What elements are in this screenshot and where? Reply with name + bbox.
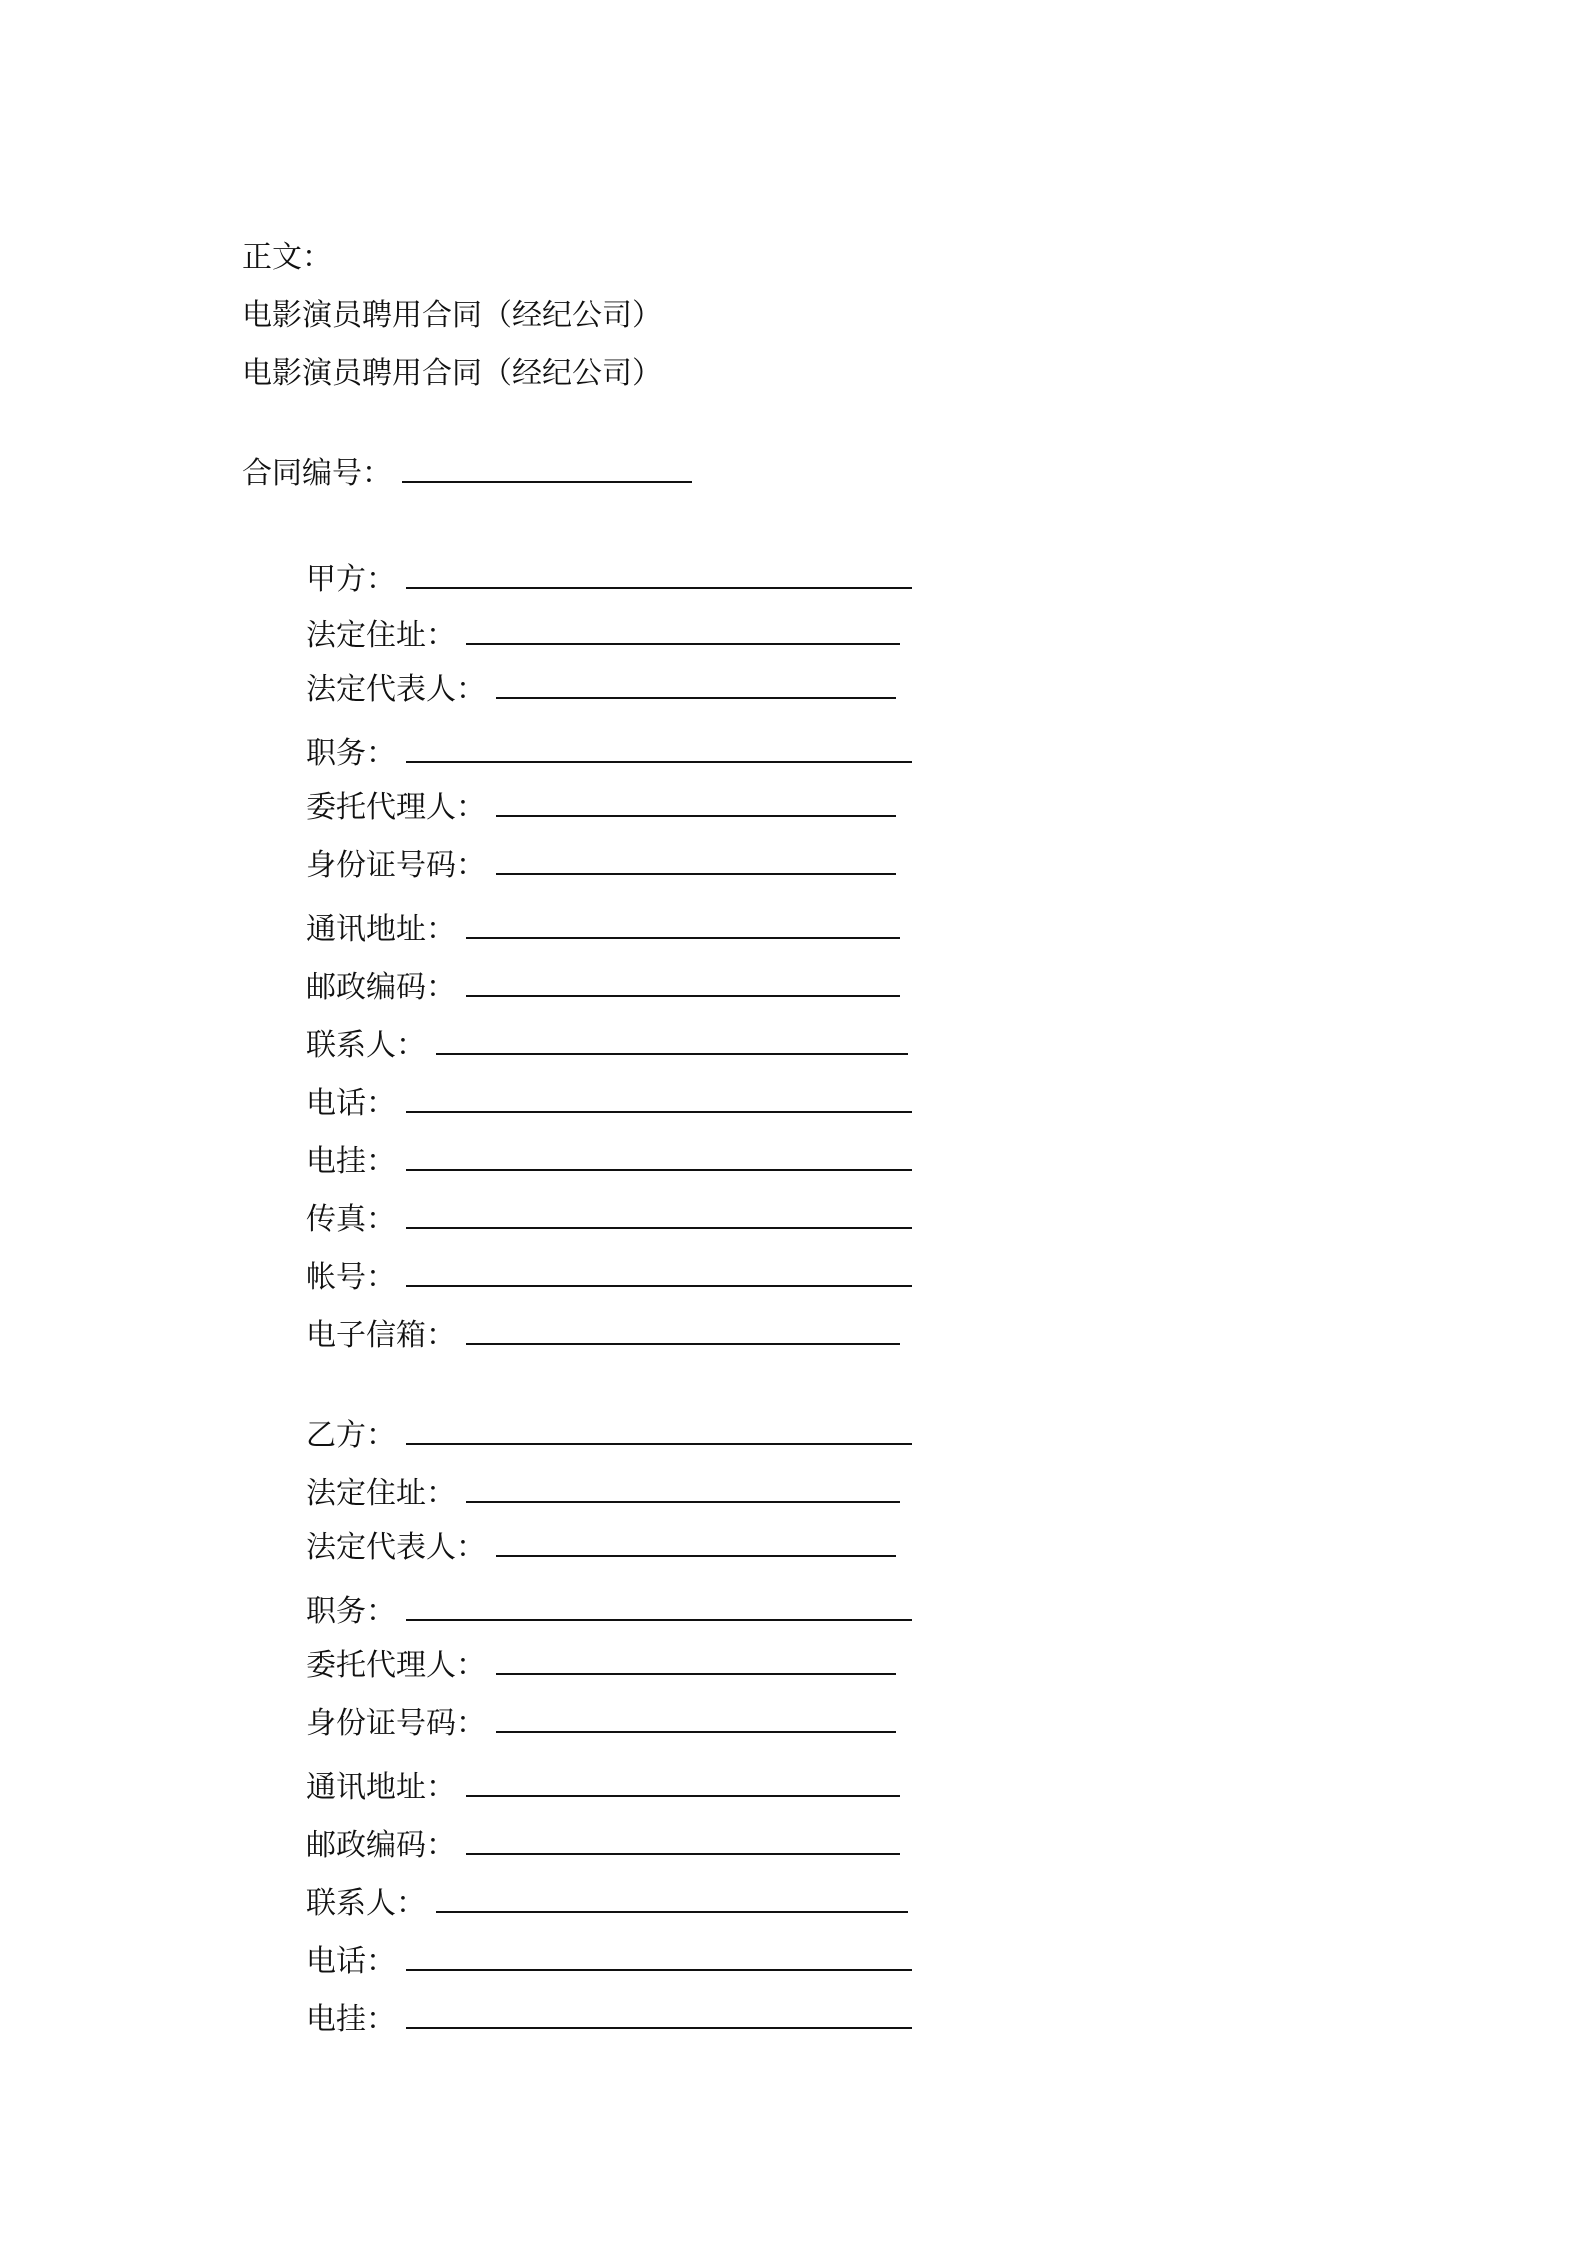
party-a-cable-blank[interactable] (406, 1143, 912, 1171)
party-b-cable-blank[interactable] (406, 2001, 912, 2029)
party-a-email-blank[interactable] (466, 1317, 900, 1345)
body-heading: 正文： (242, 240, 332, 275)
party-a-fax-field (306, 1200, 912, 1240)
party-a-account-label: 帐号： (306, 1260, 396, 1295)
party-b-postcode-field (306, 1826, 900, 1866)
party-b-position-blank[interactable] (406, 1593, 912, 1621)
party-b-postcode-blank[interactable] (466, 1827, 900, 1855)
party-a-mailing-address-blank[interactable] (466, 911, 900, 939)
contract-number-field (242, 454, 692, 494)
party-a-contact-field (306, 1026, 908, 1066)
party-b-position-label: 职务： (306, 1594, 396, 1629)
party-a-id-field (306, 846, 896, 886)
party-b-phone-blank[interactable] (406, 1943, 912, 1971)
party-a-mailing-address-label: 通讯地址： (306, 912, 456, 947)
party-a-legal-rep-blank[interactable] (496, 671, 896, 699)
party-a-agent-blank[interactable] (496, 789, 896, 817)
party-a-phone-field (306, 1084, 912, 1124)
party-a-mailing-address-field (306, 910, 900, 950)
party-b-agent-field (306, 1646, 896, 1686)
party-a-address-field (306, 616, 900, 656)
party-a-legal-rep-field (306, 670, 896, 710)
party-a-account-field (306, 1258, 912, 1298)
party-a-contact-blank[interactable] (436, 1027, 908, 1055)
party-b-mailing-address-field (306, 1768, 900, 1808)
party-a-address-label: 法定住址： (306, 618, 456, 653)
party-a-cable-label: 电挂： (306, 1144, 396, 1179)
party-a-position-blank[interactable] (406, 735, 912, 763)
party-b-legal-rep-label: 法定代表人： (306, 1530, 486, 1565)
party-a-address-blank[interactable] (466, 617, 900, 645)
party-b-mailing-address-label: 通讯地址： (306, 1770, 456, 1805)
party-b-cable-field (306, 2000, 912, 2040)
party-a-postcode-field (306, 968, 900, 1008)
party-a-email-field (306, 1316, 900, 1356)
party-a-blank[interactable] (406, 561, 912, 589)
party-b-agent-blank[interactable] (496, 1647, 896, 1675)
party-a-cable-field (306, 1142, 912, 1182)
contract-number-blank[interactable] (402, 455, 692, 483)
party-b-address-blank[interactable] (466, 1475, 900, 1503)
party-a-email-label: 电子信箱： (306, 1318, 456, 1353)
party-b-address-field (306, 1474, 900, 1514)
party-a-postcode-blank[interactable] (466, 969, 900, 997)
party-a-phone-label: 电话： (306, 1086, 396, 1121)
party-a-fax-blank[interactable] (406, 1201, 912, 1229)
party-a-id-label: 身份证号码： (306, 848, 486, 883)
party-b-legal-rep-field (306, 1528, 896, 1568)
party-b-blank[interactable] (406, 1417, 912, 1445)
party-a-agent-field (306, 788, 896, 828)
party-b-cable-label: 电挂： (306, 2002, 396, 2037)
party-a-field (306, 560, 912, 600)
party-b-postcode-label: 邮政编码： (306, 1828, 456, 1863)
party-b-contact-label: 联系人： (306, 1886, 426, 1921)
party-a-fax-label: 传真： (306, 1202, 396, 1237)
party-a-agent-label: 委托代理人： (306, 790, 486, 825)
party-b-phone-label: 电话： (306, 1944, 396, 1979)
party-b-id-label: 身份证号码： (306, 1706, 486, 1741)
party-a-postcode-label: 邮政编码： (306, 970, 456, 1005)
party-a-label: 甲方： (306, 562, 396, 597)
party-b-contact-field (306, 1884, 908, 1924)
party-b-mailing-address-blank[interactable] (466, 1769, 900, 1797)
document-title-repeat: 电影演员聘用合同（经纪公司） (242, 356, 662, 391)
contract-number-label: 合同编号： (242, 456, 392, 491)
party-b-field (306, 1416, 912, 1456)
party-b-position-field (306, 1592, 912, 1632)
party-a-phone-blank[interactable] (406, 1085, 912, 1113)
party-b-label: 乙方： (306, 1418, 396, 1453)
party-b-phone-field (306, 1942, 912, 1982)
party-b-address-label: 法定住址： (306, 1476, 456, 1511)
party-a-legal-rep-label: 法定代表人： (306, 672, 486, 707)
party-a-position-label: 职务： (306, 736, 396, 771)
party-b-id-blank[interactable] (496, 1705, 896, 1733)
party-a-position-field (306, 734, 912, 774)
document-title: 电影演员聘用合同（经纪公司） (242, 298, 662, 333)
party-b-id-field (306, 1704, 896, 1744)
party-b-contact-blank[interactable] (436, 1885, 908, 1913)
party-b-agent-label: 委托代理人： (306, 1648, 486, 1683)
party-a-contact-label: 联系人： (306, 1028, 426, 1063)
party-a-id-blank[interactable] (496, 847, 896, 875)
party-a-account-blank[interactable] (406, 1259, 912, 1287)
party-b-legal-rep-blank[interactable] (496, 1529, 896, 1557)
